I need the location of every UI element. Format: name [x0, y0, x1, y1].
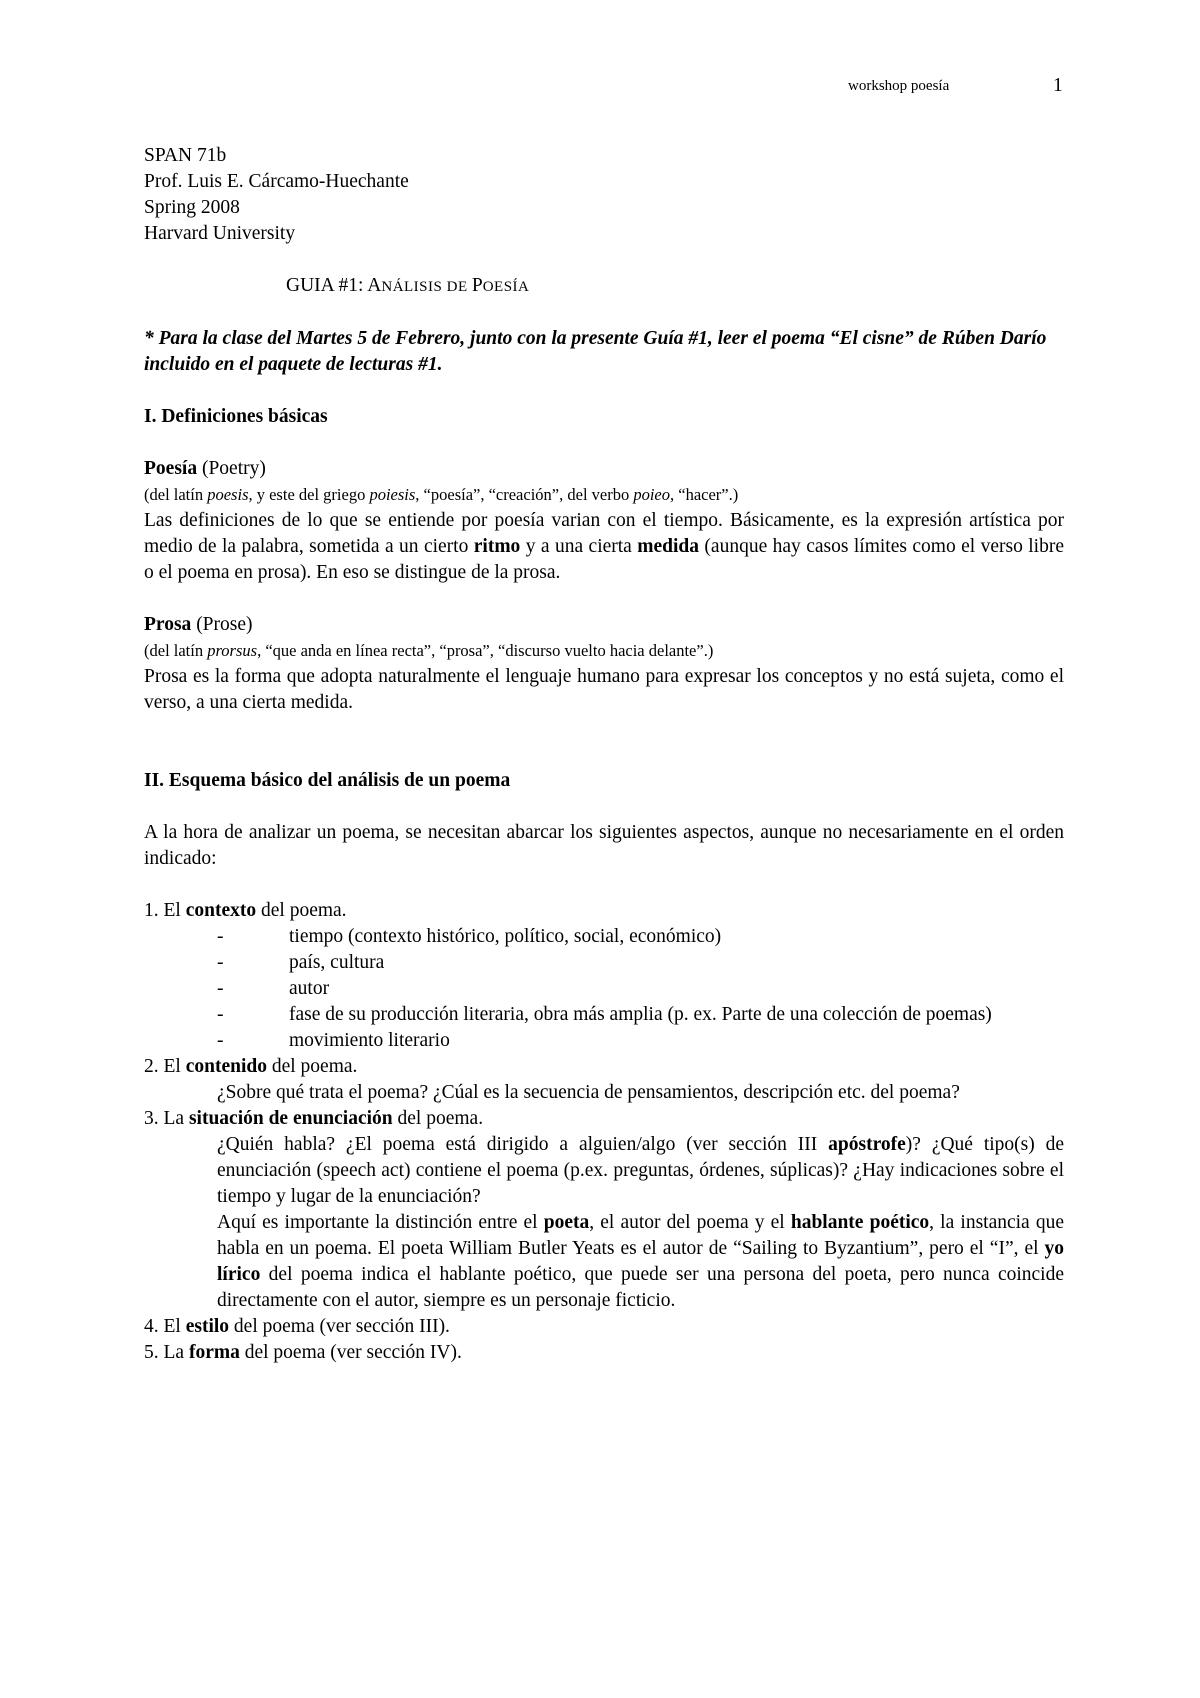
situacion-questions: ¿Quién habla? ¿El poema está dirigido a alguien/algo (ver sección III apóstrofe)? ¿Qué tipo(s) de enunciación (speech act) contiene el poema (p.ex. preguntas, órdenes, súplicas)? ¿Hay indicaciones sobre el tiempo y lugar de la enunciación? — [217, 1134, 1065, 1207]
reading-note-text: * Para la clase del Martes 5 de Febrero, junto con la presente Guía #1, leer el poema “El cisne” de Rúben Darío incluido en el paquete de lecturas #1. — [144, 328, 1047, 375]
section-2-heading: II. Esquema básico del análisis de un poema — [144, 770, 511, 791]
course-code: SPAN 71b — [144, 145, 227, 166]
prosa-definition: Prosa es la forma que adopta naturalmente el lenguaje humano para expresar los conceptos y no está sujeta, como el verso, a una cierta medida. — [144, 666, 1064, 713]
reading-note — [144, 326, 1064, 378]
list-item-estilo: 4. El estilo del poema (ver sección III). — [144, 1316, 450, 1337]
section-1-heading: I. Definiciones básicas — [144, 406, 328, 427]
list-item: - fase de su producción literaria, obra más amplia (p. ex. Parte de una colección de poemas) — [217, 1004, 992, 1025]
poesia-etymology: (del latín poesis, y este del griego poiesis, “poesía”, “creación”, del verbo poieo, “hacer”.) — [144, 485, 739, 504]
list-item-situacion: 3. La situación de enunciación del poema. — [144, 1108, 484, 1129]
list-item: - movimiento literario — [217, 1030, 450, 1051]
page-number: 1 — [1053, 75, 1063, 96]
professor-name: Prof. Luis E. Cárcamo-Huechante — [144, 171, 409, 192]
running-header: workshop poesía — [848, 78, 950, 94]
title-prefix: GUIA #1: — [286, 275, 368, 296]
situacion-paragraph: Aquí es importante la distinción entre el poeta, el autor del poema y el hablante poético, la instancia que habla en un poema. El poeta William Butler Yeats es el autor de “Sailing to Byzantium”, pero el “I”, el yo lírico del poema indica el hablante poético, que puede ser una persona del poeta, pero nunca coincide directamente con el autor, siempre es un personaje ficticio. — [217, 1212, 1065, 1311]
section-2-intro: A la hora de analizar un poema, se necesitan abarcar los siguientes aspectos, aunque no necesariamente en el orden indicado: — [144, 822, 1064, 869]
prosa-term: Prosa (Prose) — [144, 614, 253, 635]
poesia-term: Poesía (Poetry) — [144, 458, 266, 479]
document-title — [286, 273, 1064, 300]
institution: Harvard University — [144, 223, 296, 244]
title-letter: A — [367, 275, 382, 296]
title-letter: P — [471, 275, 483, 296]
prosa-etymology: (del latín prorsus, “que anda en línea recta”, “prosa”, “discurso vuelto hacia delante”.) — [144, 641, 714, 660]
poesia-definition: Las definiciones de lo que se entiende por poesía varian con el tiempo. Básicamente, es la expresión artística por medio de la palabra, sometida a un cierto ritmo y a una cierta medida (aunque hay casos límites como el verso libre o el poema en prosa). En eso se distingue de la prosa. — [144, 510, 1064, 583]
list-item: - tiempo (contexto histórico, político, social, económico) — [217, 926, 722, 947]
list-item: - país, cultura — [217, 952, 385, 973]
list-item-forma: 5. La forma del poema (ver sección IV). — [144, 1342, 462, 1363]
list-item-contexto: 1. El contexto del poema. — [144, 900, 347, 921]
title-smallcaps: OESÍA — [482, 279, 530, 295]
contenido-text: ¿Sobre qué trata el poema? ¿Cúal es la secuencia de pensamientos, descripción etc. del poema? — [217, 1082, 960, 1103]
list-item: - autor — [217, 978, 330, 999]
list-item-contenido: 2. El contenido del poema. — [144, 1056, 358, 1077]
document-body — [144, 143, 1064, 1366]
title-smallcaps: NÁLISIS DE — [381, 279, 472, 295]
term: Spring 2008 — [144, 197, 240, 218]
